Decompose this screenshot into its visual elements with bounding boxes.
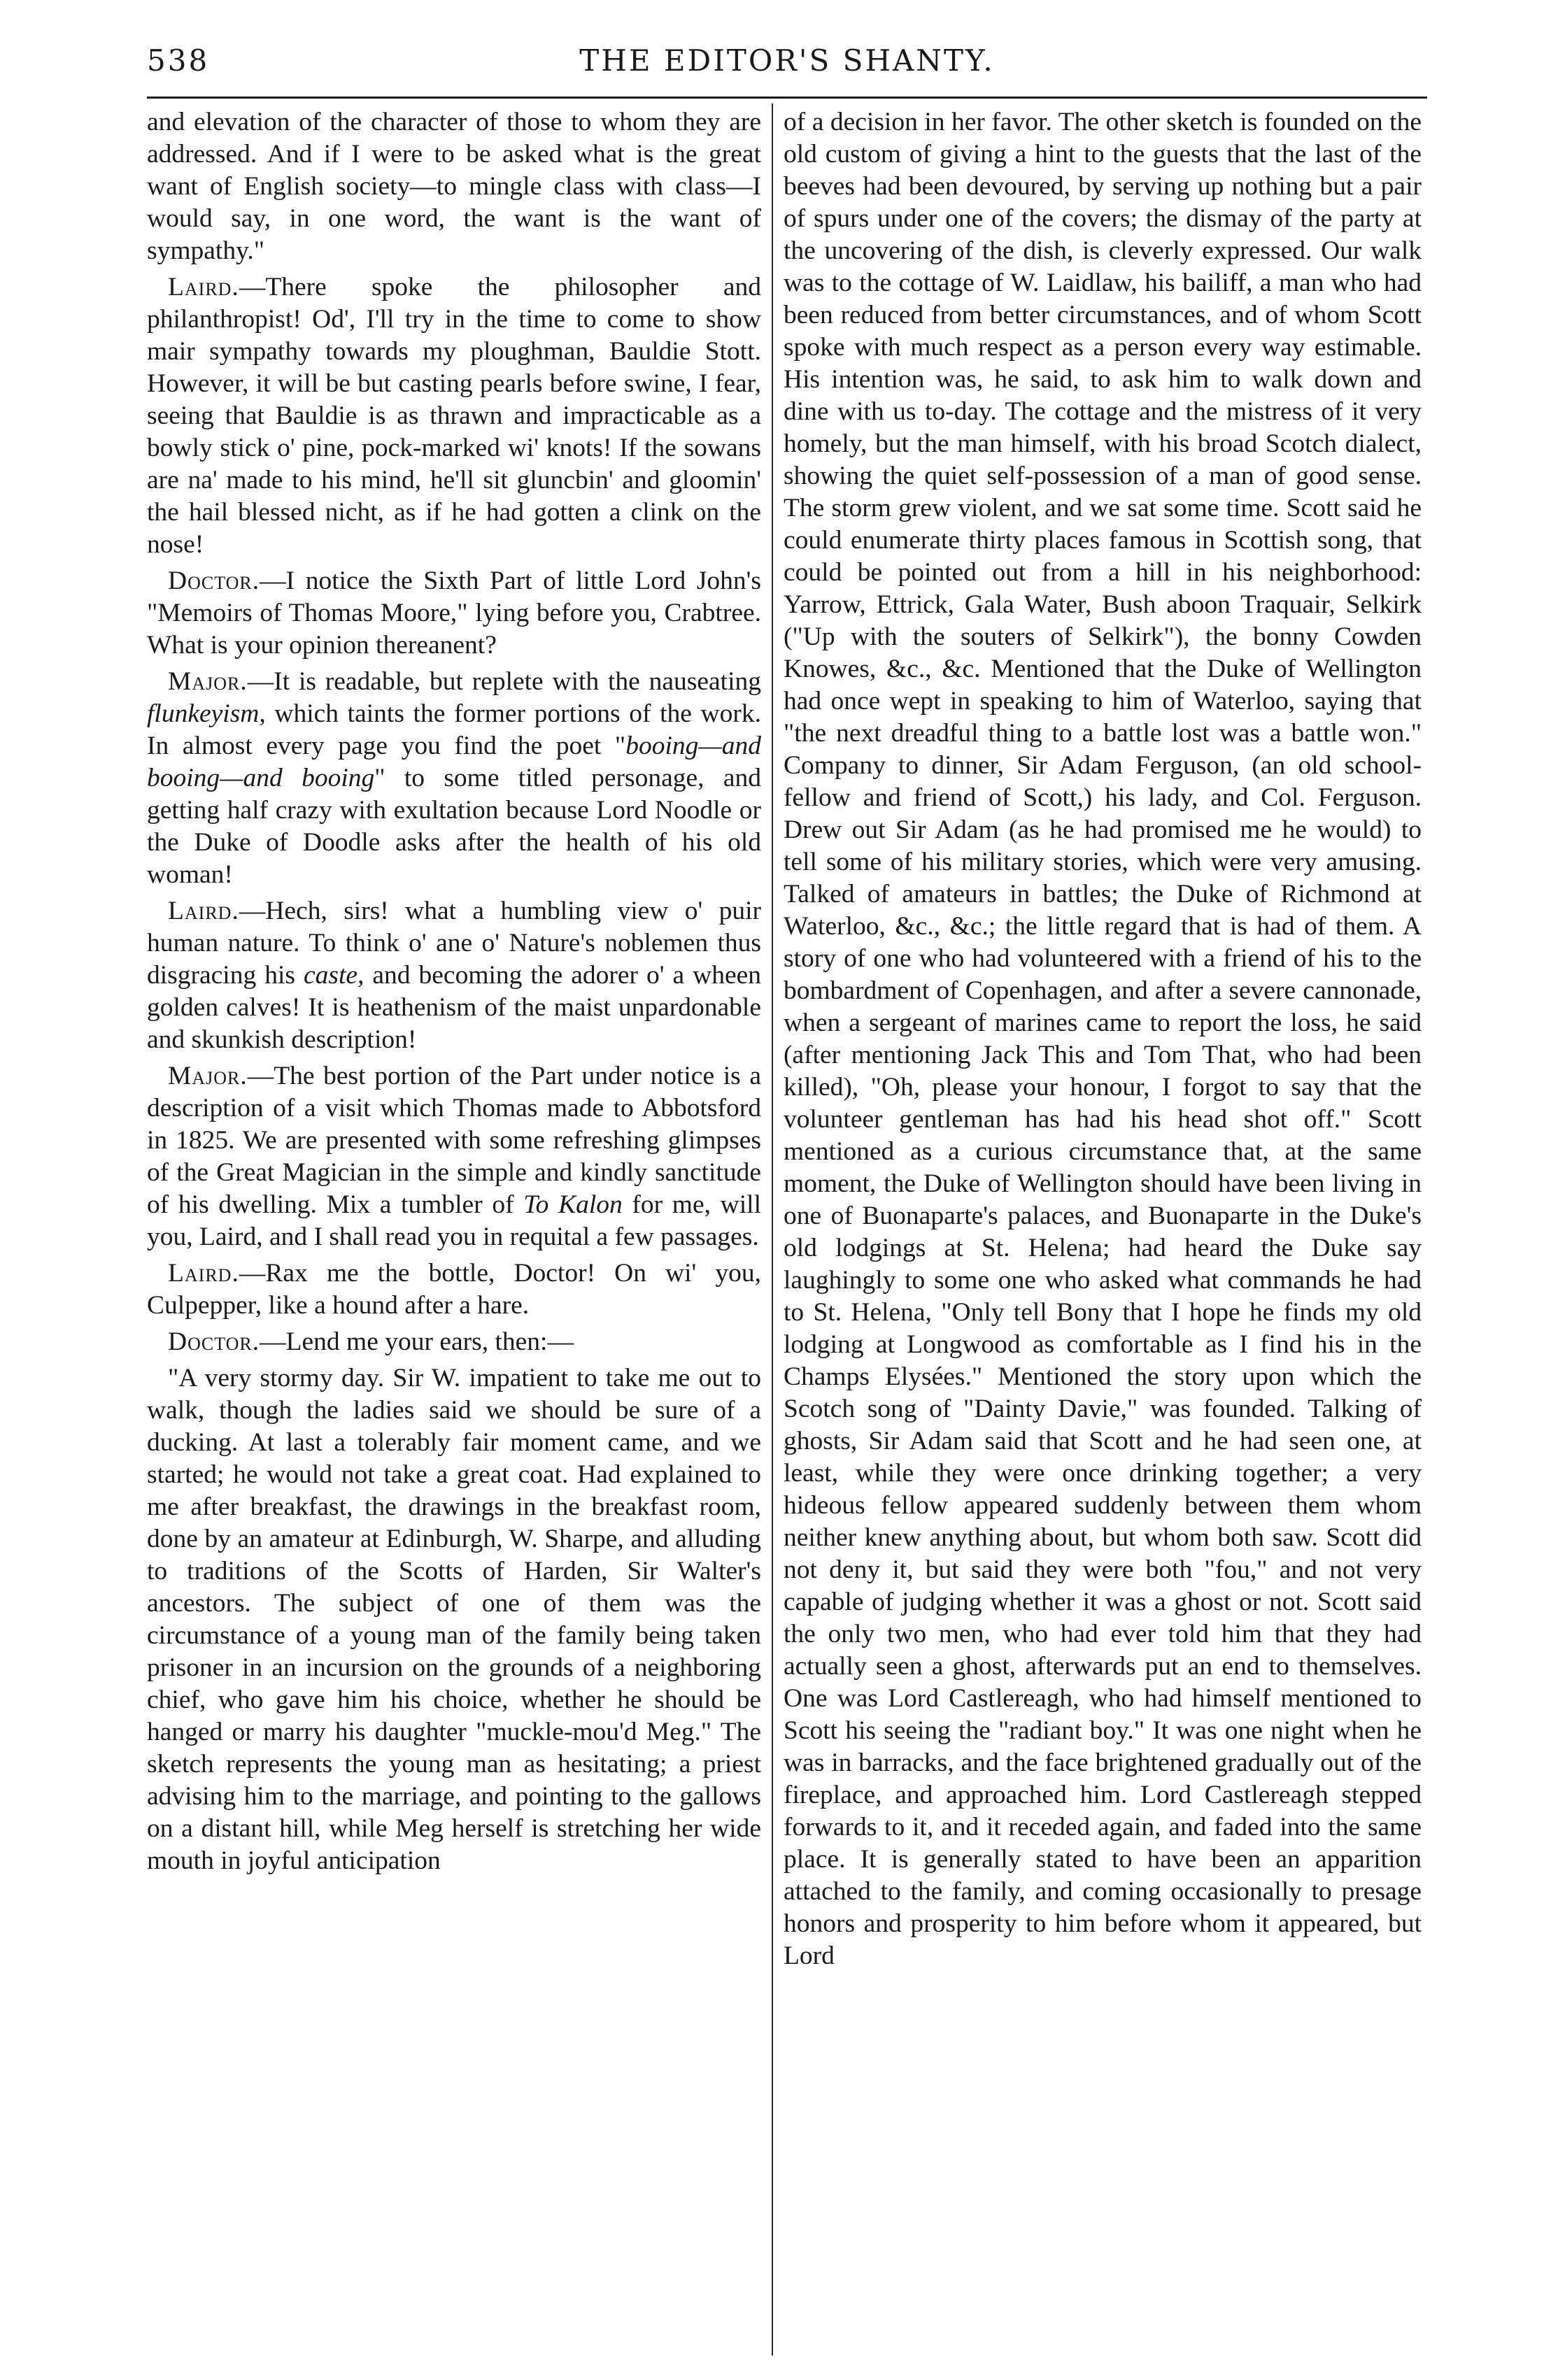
left-column — [147, 106, 761, 2358]
paragraph-text: —I notice the Sixth Part of little Lord John's "Memoirs of Thomas Moore," lying before you, Crabtree. What is your opinion thereanent? — [147, 567, 761, 660]
paragraph — [147, 565, 761, 662]
paragraph-text: and becoming the adorer o' a wheen golden calves! It is heathenism of the maist unpardonable and skunkish description! — [147, 961, 761, 1054]
italic-text: flunkeyism, — [147, 699, 266, 728]
paragraph — [147, 666, 761, 891]
paragraph — [147, 1257, 761, 1322]
italic-text: To Kalon — [523, 1190, 623, 1219]
column-divider — [772, 104, 773, 2356]
running-title: THE EDITOR'S SHANTY. — [579, 43, 995, 78]
paragraph-text: —There spoke the philosopher and philanthropist! Od', I'll try in the time to come to show mair sympathy towards my ploughman, Bauldie Stott. However, it will be but casting pearls before swine, I fear, seeing that Bauldie is as thrawn and impracticable as a bowly stick o' pine, pock-marked wi' knots! If the sowans are na' made to his mind, he'll sit gluncbin' and gloomin' the hail blessed nicht, as if he had gotten a clink on the nose! — [147, 273, 761, 559]
paragraph-text: —The best portion of the Part under notice is a description of a visit which Thomas made to Abbotsford in 1825. We are presented with some refreshing glimpses of the Great Magician in the simple and kindly sanctitude of his dwelling. Mix a tumbler of — [147, 1062, 761, 1219]
paragraph-text: " to some titled personage, and getting half crazy with exultation because Lord Noodle or the Duke of Doodle asks after the health of his old woman! — [147, 764, 761, 889]
paragraph — [147, 1060, 761, 1253]
speaker-name: Doctor. — [168, 1327, 260, 1356]
right-column — [784, 106, 1422, 2358]
speaker-name: Major. — [168, 667, 248, 696]
paragraph: and elevation of the character of those to whom they are addressed. And if I were to be asked what is the great want of English society—to mingle class with class—I would say, in one word, the want is the want of sympathy." — [147, 108, 761, 265]
paragraph: of a decision in her favor. The other sketch is founded on the old custom of giving a hint to the guests that the last of the beeves had been devoured, by serving up nothing but a pair of spurs under one of the covers; the dismay of the party at the uncovering of the dish, is cleverly expressed. Our walk was to the cottage of W. Laidlaw, his bailiff, a man who had been reduced from better circumstances, and of whom Scott spoke with much respect as a person every way estimable. His intention was, he said, to ask him to walk down and dine with us to-day. The cottage and the mistress of it very homely, but the man himself, with his broad Scotch dialect, showing the quiet self-possession of a man of good sense. The storm grew violent, and we sat some time. Scott said he could enumerate thirty places famous in Scottish song, that could be pointed out from a hill in his neighborhood: Yarrow, Ettrick, Gala Water, Bush aboon Traquair, Selkirk ("Up with the souters of Selkirk"), the bonny Cowden Knowes, &c., &c. Mentioned that the Duke of Wellington had once wept in speaking to him of Waterloo, saying that "the next dreadful thing to a battle lost was a battle won." Company to dinner, Sir Adam Ferguson, (an old school-fellow and friend of Scott,) his lady, and Col. Ferguson. Drew out Sir Adam (as he had promised me he would) to tell some of his military stories, which were very amusing. Talked of amateurs in battles; the Duke of Richmond at Waterloo, &c., &c.; the little regard that is had of them. A story of one who had volunteered with a friend of his to the bombardment of Copenhagen, and after a severe cannonade, when a sergeant of marines came to report the loss, he said (after mentioning Jack This and Tom That, who had been killed), "Oh, please your honour, I forgot to say that the volunteer gentleman has had his head shot off." Scott mentioned as a curious circumstance that, at the same moment, the Duke of Wellington should have been living in one of Buonaparte's palaces, and Buonaparte in the Duke's old lodgings at St. Helena; had heard the Duke say laughingly to some one who asked what commands he had to St. Helena, "Only tell Bony that I hope he finds my old lodging at Longwood as comfortable as I find his in the Champs Elysées." Mentioned the story upon which the Scotch song of "Dainty Davie," was founded. Talking of ghosts, Sir Adam said that Scott and he had seen one, at least, while they were once drinking together; a very hideous fellow appeared suddenly between them whom neither knew anything about, but whom both saw. Scott did not deny it, but said they were both "fou," and not very capable of judging whether it was a ghost or not. Scott said the only two men, who had ever told him that they had actually seen a ghost, afterwards put an end to themselves. One was Lord Castlereagh, who had himself mentioned to Scott his seeing the "radiant boy." It was one night when he was in barracks, and the face brightened gradually out of the fireplace, and approached him. Lord Castlereagh stepped forwards to it, and it receded again, and faded into the same place. It is generally stated to have been an apparition attached to the family, and coming occasionally to presage honors and prosperity to him before whom it appeared, but Lord — [784, 108, 1422, 1970]
speaker-name: Major. — [168, 1062, 248, 1090]
paragraph-text: which taints the former portions of the work. In almost every page you find the poet " — [147, 699, 761, 760]
header-rule — [147, 97, 1427, 99]
speaker-name: Doctor. — [168, 567, 260, 595]
paragraph-text: —It is readable, but replete with the nauseating — [247, 667, 761, 696]
paragraph-text: —Rax me the bottle, Doctor! On wi' you, Culpepper, like a hound after a hare. — [147, 1259, 761, 1320]
paragraph — [147, 271, 761, 561]
paragraph-text: for me, will you, Laird, and I shall read you in requital a few passages. — [147, 1190, 761, 1251]
speaker-name: Laird. — [168, 1259, 239, 1288]
quoted-paragraph: "A very stormy day. Sir W. impatient to take me out to walk, though the ladies said we should be sure of a ducking. At last a tolerably fair moment came, and we started; he would not take a great coat. Had explained to me after breakfast, the drawings in the breakfast room, done by an amateur at Edinburgh, W. Sharpe, and alluding to traditions of the Scotts of Harden, Sir Walter's ancestors. The subject of one of them was the circumstance of a young man of the family being taken prisoner in an incursion on the grounds of a neighboring chief, who gave him his choice, whether he should be hanged or marry his daughter "muckle-mou'd Meg." The sketch represents the young man as hesitating; a priest advising him to the marriage, and pointing to the gallows on a distant hill, while Meg herself is stretching her wide mouth in joyful anticipation — [147, 1364, 761, 1875]
speaker-name: Laird. — [168, 273, 239, 301]
italic-text: booing—and booing—and booing — [147, 732, 761, 792]
page-header — [147, 43, 1427, 99]
italic-text: caste, — [303, 961, 364, 990]
paragraph — [147, 1326, 761, 1358]
paragraph-text: —Hech, sirs! what a humbling view o' puir human nature. To think o' ane o' Nature's noblemen thus disgracing his — [147, 897, 761, 990]
paragraph — [147, 895, 761, 1056]
page-number: 538 — [147, 43, 210, 78]
paragraph-text: —Lend me your ears, then:— — [260, 1327, 574, 1356]
speaker-name: Laird. — [168, 897, 239, 925]
